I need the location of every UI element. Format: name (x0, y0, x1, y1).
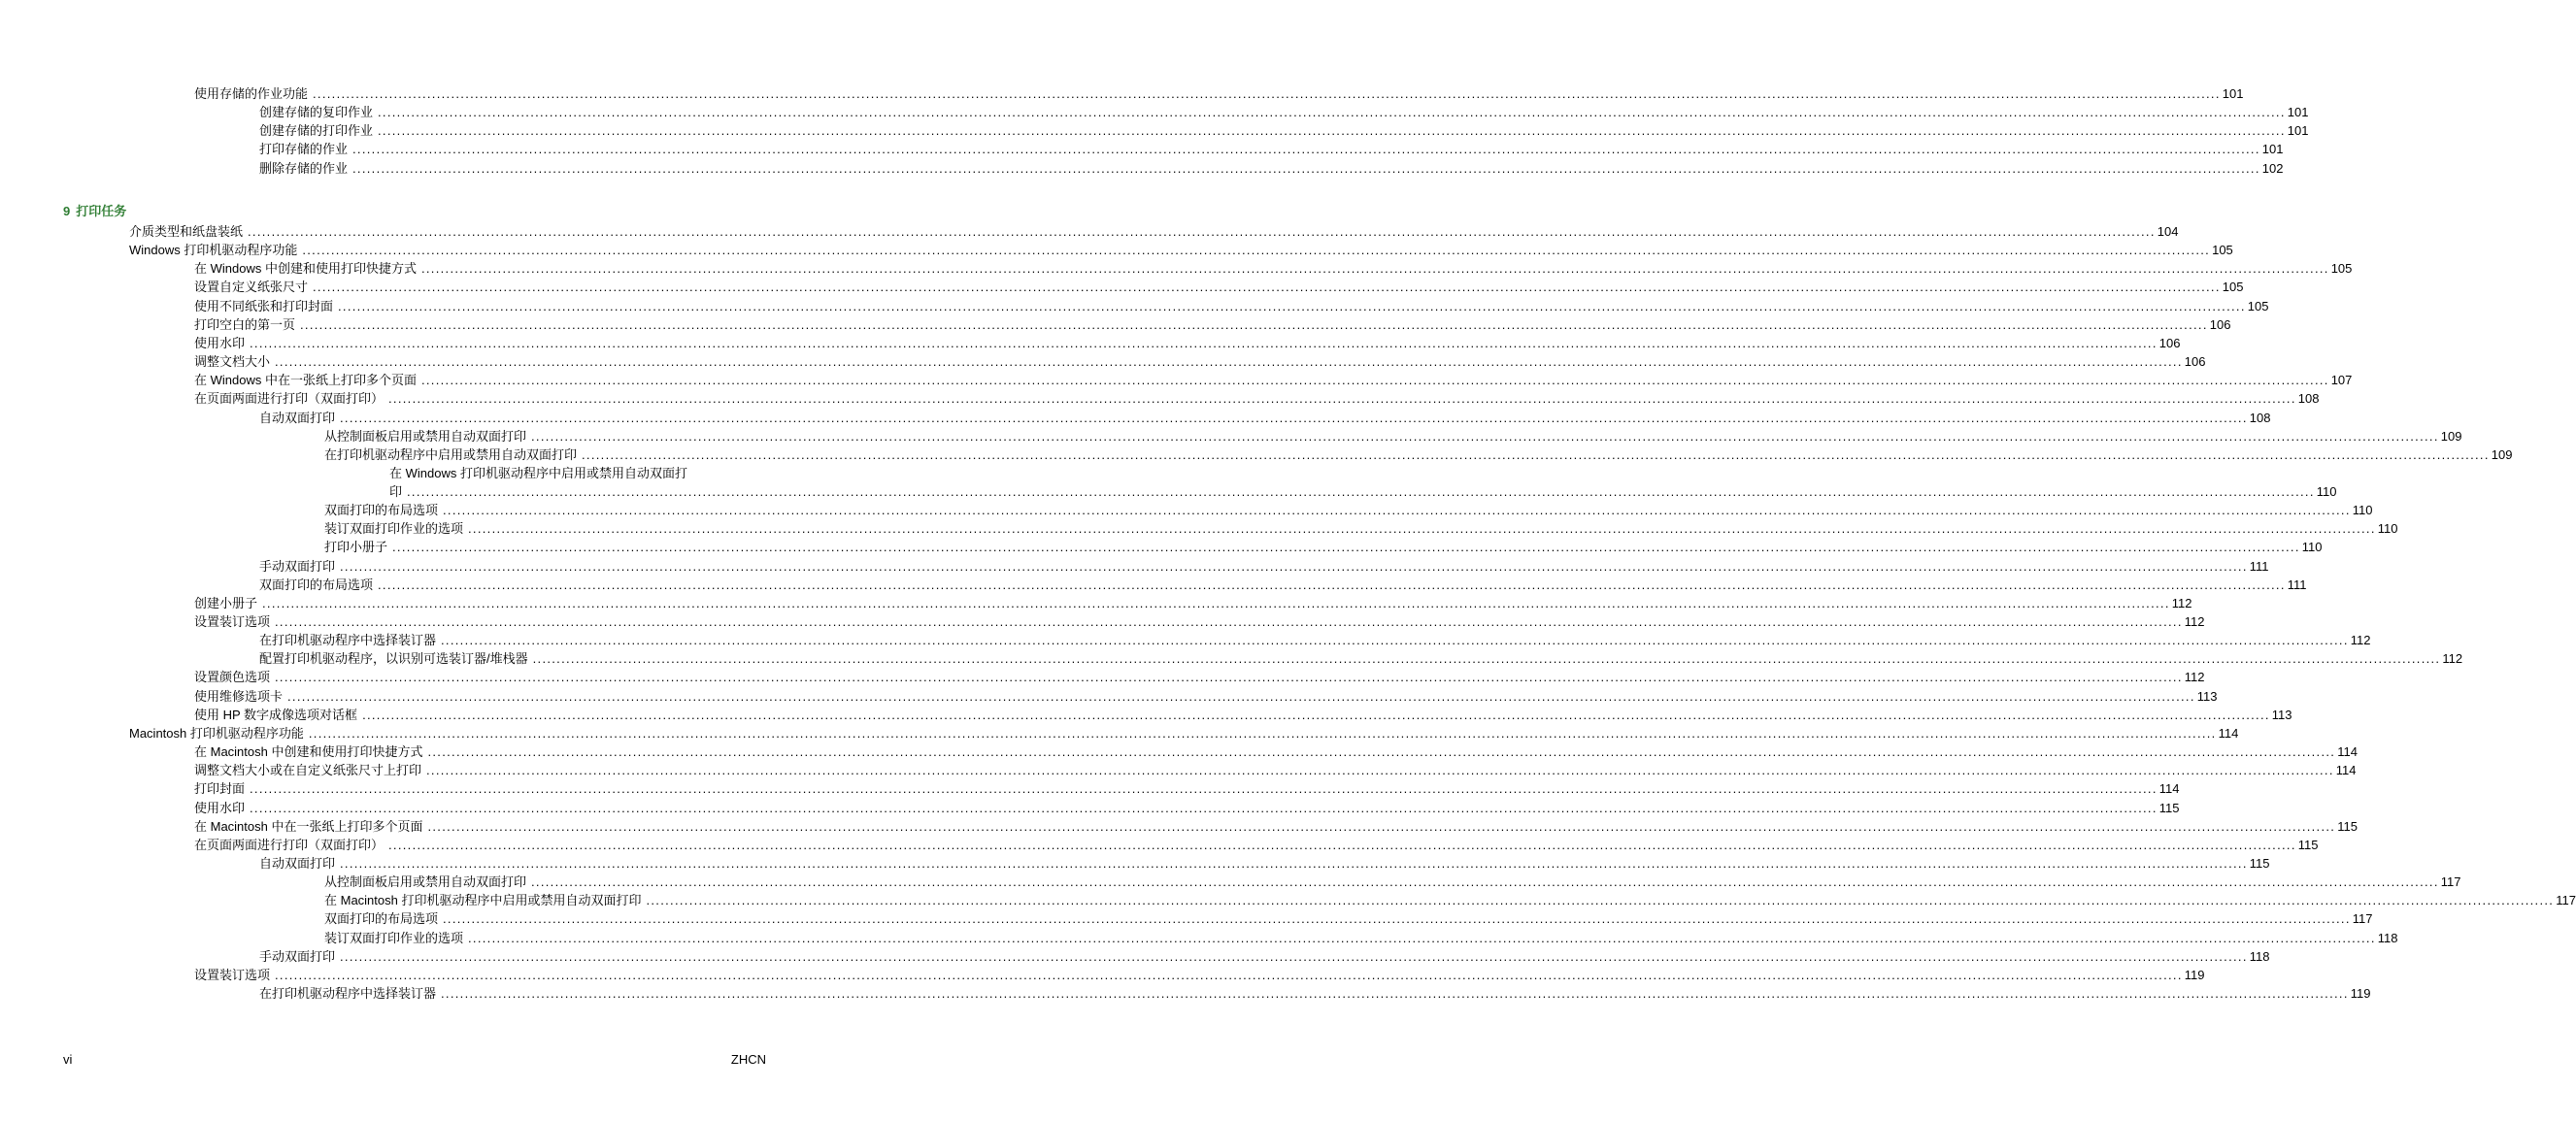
toc-entry-title: 在 Macintosh 打印机驱动程序中启用或禁用自动双面打印 (324, 893, 642, 908)
toc-entry-title: 设置自定义纸张尺寸 (194, 280, 309, 295)
toc-entry-title: 在打印机驱动程序中选择装订器 (259, 633, 437, 648)
toc-entry-title: 删除存储的作业 (259, 160, 349, 176)
toc-entry[interactable] (194, 965, 2205, 983)
toc-entry-leader: ................................................................................................................................................................................................................................................................................................................................................................................................................ (392, 540, 2300, 555)
toc-entry[interactable] (194, 798, 2180, 816)
toc-entry-page: 111 (2287, 577, 2307, 592)
toc-entry-title: 使用存储的作业功能 (194, 86, 309, 101)
chapter-title: 打印任务 (76, 204, 127, 218)
footer-page-number: vi (63, 1052, 73, 1067)
toc-entry-leader: ................................................................................................................................................................................................................................................................................................................................................................................................................ (275, 967, 2183, 982)
toc-entry-leader: ................................................................................................................................................................................................................................................................................................................................................................................................................ (262, 595, 2170, 610)
toc-entry-leader: ................................................................................................................................................................................................................................................................................................................................................................................................................ (443, 911, 2351, 927)
toc-entry-title: 打印封面 (194, 781, 246, 797)
toc-entry-title: 使用不同纸张和打印封面 (194, 298, 334, 313)
toc-entry-leader: ................................................................................................................................................................................................................................................................................................................................................................................................................ (582, 446, 2490, 462)
toc-entry-page: 101 (2261, 142, 2284, 157)
toc-entry-leader: ................................................................................................................................................................................................................................................................................................................................................................................................................ (338, 298, 2246, 313)
toc-entry[interactable] (194, 686, 2218, 705)
toc-entry[interactable] (259, 556, 2269, 575)
toc-entry[interactable] (259, 946, 2270, 965)
toc-entry-leader: ................................................................................................................................................................................................................................................................................................................................................................................................................ (646, 893, 2555, 908)
toc-entry-leader: ................................................................................................................................................................................................................................................................................................................................................................................................................ (532, 651, 2441, 667)
toc-entry-title: 设置颜色选项 (194, 670, 271, 685)
toc-entry-page: 104 (2157, 224, 2179, 239)
toc-entry-title: 设置装订选项 (194, 967, 271, 982)
toc-entry-leader: ................................................................................................................................................................................................................................................................................................................................................................................................................ (313, 86, 2221, 101)
toc-entry-page: 118 (2377, 930, 2398, 945)
toc-entry-page: 115 (2337, 818, 2358, 834)
toc-entry-leader: ................................................................................................................................................................................................................................................................................................................................................................................................................ (352, 142, 2260, 157)
toc-entry-leader: ................................................................................................................................................................................................................................................................................................................................................................................................................ (275, 354, 2183, 370)
toc-entry-leader: ................................................................................................................................................................................................................................................................................................................................................................................................................ (420, 373, 2329, 388)
toc-entry-leader: ................................................................................................................................................................................................................................................................................................................................................................................................................ (250, 800, 2158, 815)
toc-entry-title: 双面打印的布局选项 (324, 911, 439, 927)
toc-entry-title: 调整文档大小或在自定义纸张尺寸上打印 (194, 763, 422, 778)
toc-entry[interactable] (324, 500, 2373, 518)
toc-entry-page: 110 (2316, 483, 2337, 499)
toc-entry-page: 106 (2209, 316, 2231, 332)
toc-entry-title: 从控制面板启用或禁用自动双面打印 (324, 428, 527, 444)
toc-entry-page: 117 (2352, 911, 2373, 927)
toc-entry-title: 打印空白的第一页 (194, 316, 296, 332)
footer-locale: ZHCN (730, 1052, 766, 1067)
toc-entry-title: 使用水印 (194, 335, 246, 350)
toc-entry[interactable] (259, 575, 2307, 593)
toc-entry-title: 在页面两面进行打印（双面打印） (194, 837, 385, 852)
toc-entry-leader: ................................................................................................................................................................................................................................................................................................................................................................................................................ (427, 818, 2336, 834)
toc-entry-leader: ................................................................................................................................................................................................................................................................................................................................................................................................................ (362, 707, 2270, 722)
toc-entry-page: 105 (2222, 280, 2244, 295)
toc-entry-title: 自动双面打印 (259, 410, 336, 425)
toc-entry-title: Macintosh 打印机驱动程序功能 (129, 725, 304, 741)
toc-entry-title: 在打印机驱动程序中启用或禁用自动双面打印 (324, 446, 578, 462)
toc-entry-leader: ................................................................................................................................................................................................................................................................................................................................................................................................................ (378, 123, 2286, 139)
toc-entry-page: 101 (2287, 123, 2309, 139)
toc-entry-title: Windows 打印机驱动程序功能 (129, 243, 298, 258)
toc-entry-page: 105 (2330, 261, 2353, 277)
toc-entry-leader: ................................................................................................................................................................................................................................................................................................................................................................................................................ (388, 391, 2296, 407)
toc-entry-leader: ................................................................................................................................................................................................................................................................................................................................................................................................................ (340, 410, 2248, 425)
toc-entry-page: 119 (2184, 967, 2205, 982)
toc-entry[interactable] (194, 816, 2358, 835)
toc-entry-leader: ................................................................................................................................................................................................................................................................................................................................................................................................................ (340, 855, 2248, 871)
toc-entry-leader: ................................................................................................................................................................................................................................................................................................................................................................................................................ (441, 986, 2349, 1001)
toc-entry[interactable] (259, 158, 2284, 177)
toc-entry-title: 在 Macintosh 中创建和使用打印快捷方式 (194, 744, 423, 760)
toc-entry-title: 创建小册子 (194, 595, 258, 610)
toc-entry-page: 110 (2301, 540, 2323, 555)
toc-entry-title: 手动双面打印 (259, 558, 336, 574)
toc-entry-title: 在页面两面进行打印（双面打印） (194, 391, 385, 407)
toc-entry-leader: ................................................................................................................................................................................................................................................................................................................................................................................................................ (420, 261, 2329, 277)
chapter-heading (63, 202, 132, 220)
toc-entry[interactable] (194, 370, 2353, 388)
toc-entry-title: 在打印机驱动程序中选择装订器 (259, 986, 437, 1001)
toc-entry-leader: ................................................................................................................................................................................................................................................................................................................................................................................................................ (443, 503, 2351, 518)
toc-entry-title: 配置打印机驱动程序，以识别可选装订器/堆栈器 (259, 651, 528, 667)
toc-entry-leader: ................................................................................................................................................................................................................................................................................................................................................................................................................ (340, 948, 2248, 964)
toc-entry-leader: ................................................................................................................................................................................................................................................................................................................................................................................................................ (407, 483, 2315, 499)
toc-entry[interactable] (259, 102, 2309, 120)
toc-entry-leader: ................................................................................................................................................................................................................................................................................................................................................................................................................ (468, 930, 2376, 945)
toc-entry-title: 打印小册子 (324, 540, 388, 555)
toc-entry-title: 双面打印的布局选项 (324, 503, 439, 518)
toc-entry-page: 117 (2556, 893, 2576, 908)
toc-entry[interactable] (194, 611, 2205, 630)
toc-entry-title: 在 Macintosh 中在一张纸上打印多个页面 (194, 818, 423, 834)
toc-entry[interactable] (194, 742, 2358, 760)
toc-entry-title: 介质类型和纸盘装纸 (129, 224, 244, 239)
toc-entry[interactable] (194, 333, 2181, 351)
toc-entry-leader: ................................................................................................................................................................................................................................................................................................................................................................................................................ (302, 243, 2211, 258)
toc-entry-page: 113 (2271, 707, 2292, 722)
toc-entry-title: 从控制面板启用或禁用自动双面打印 (324, 874, 527, 890)
toc-entry[interactable] (129, 723, 2239, 742)
toc-entry-page: 114 (2335, 763, 2357, 778)
toc-entry-page: 112 (2350, 633, 2371, 648)
toc-entry[interactable] (129, 240, 2233, 258)
toc-entry-title: 装订双面打印作业的选项 (324, 521, 464, 537)
toc-entry-page: 112 (2171, 595, 2192, 610)
toc-entry[interactable] (324, 872, 2461, 890)
toc-entry-page: 105 (2212, 243, 2233, 258)
toc-entry[interactable] (324, 445, 2513, 463)
toc-entry-page: 101 (2287, 105, 2309, 120)
toc-entry-title: 调整文档大小 (194, 354, 271, 370)
toc-entry[interactable] (259, 139, 2284, 157)
toc-entry-title: 创建存储的打印作业 (259, 123, 374, 139)
toc-entry-title: 装订双面打印作业的选项 (324, 930, 464, 945)
toc-entry-leader: ................................................................................................................................................................................................................................................................................................................................................................................................................ (441, 633, 2349, 648)
toc-entry-leader: ................................................................................................................................................................................................................................................................................................................................................................................................................ (468, 521, 2376, 537)
toc-entry-page: 112 (2442, 651, 2463, 667)
toc-entry-leader: ................................................................................................................................................................................................................................................................................................................................................................................................................ (250, 335, 2158, 350)
toc-entry-title: 印 (389, 483, 403, 499)
toc-entry-page: 112 (2184, 614, 2205, 629)
toc-entry[interactable] (194, 258, 2353, 277)
toc-entry-title: 手动双面打印 (259, 948, 336, 964)
toc-entry-page: 107 (2330, 373, 2353, 388)
chapter-number: 9 (63, 204, 71, 218)
toc-entry-page: 114 (2158, 781, 2180, 797)
toc-entry[interactable] (259, 983, 2371, 1002)
toc-entry-title: 使用维修选项卡 (194, 688, 284, 704)
toc-entry[interactable] (324, 890, 2576, 908)
toc-entry[interactable] (194, 778, 2180, 797)
toc-entry[interactable] (194, 83, 2244, 102)
toc-entry-leader: ................................................................................................................................................................................................................................................................................................................................................................................................................ (300, 316, 2208, 332)
toc-entry-page: 113 (2196, 688, 2218, 704)
toc-entry-page: 110 (2377, 521, 2398, 537)
toc-entry-title: 在 Windows 中创建和使用打印快捷方式 (194, 261, 417, 277)
toc-entry-page: 114 (2337, 744, 2358, 760)
toc-entry-title: 使用 HP 数字成像选项对话框 (194, 707, 358, 722)
toc-entry-leader: ................................................................................................................................................................................................................................................................................................................................................................................................................ (426, 763, 2334, 778)
toc-entry-title: 双面打印的布局选项 (259, 577, 374, 592)
toc-entry-leader: ................................................................................................................................................................................................................................................................................................................................................................................................................ (531, 428, 2439, 444)
toc-entry-page: 106 (2158, 335, 2181, 350)
toc-entry-leader: ................................................................................................................................................................................................................................................................................................................................................................................................................ (427, 744, 2336, 760)
toc-entry[interactable] (194, 705, 2292, 723)
toc-entry-page: 108 (2297, 391, 2320, 407)
toc-entry[interactable] (324, 537, 2323, 555)
toc-entry-leader: ................................................................................................................................................................................................................................................................................................................................................................................................................ (340, 558, 2248, 574)
toc-entry-page: 114 (2218, 725, 2239, 741)
toc-entry-leader: ................................................................................................................................................................................................................................................................................................................................................................................................................ (275, 670, 2183, 685)
toc-entry[interactable] (194, 277, 2244, 295)
toc-entry[interactable] (194, 296, 2269, 314)
toc-entry-page: 112 (2184, 670, 2205, 685)
toc-entry-page: 118 (2249, 948, 2270, 964)
toc-entry-title: 自动双面打印 (259, 855, 336, 871)
toc-entry[interactable] (259, 630, 2371, 648)
toc-entry[interactable] (324, 928, 2398, 946)
toc-entry[interactable] (194, 593, 2192, 611)
toc-entry-leader: ................................................................................................................................................................................................................................................................................................................................................................................................................ (275, 614, 2183, 629)
toc-entry-page: 105 (2247, 298, 2269, 313)
toc-entry-leader: ................................................................................................................................................................................................................................................................................................................................................................................................................ (378, 577, 2286, 592)
toc-entry[interactable] (194, 314, 2231, 333)
toc-entry-leader: ................................................................................................................................................................................................................................................................................................................................................................................................................ (248, 224, 2156, 239)
toc-entry-page: 117 (2440, 874, 2461, 890)
toc-entry-leader: ................................................................................................................................................................................................................................................................................................................................................................................................................ (250, 781, 2158, 797)
toc-entry-page: 106 (2184, 354, 2206, 370)
toc-entry[interactable] (194, 351, 2206, 370)
toc-entry-page: 101 (2222, 86, 2244, 101)
toc-entry[interactable] (259, 648, 2463, 667)
toc-entry-title: 在 Windows 打印机驱动程序中启用或禁用自动双面打 (389, 465, 687, 480)
toc-entry[interactable] (324, 426, 2462, 445)
toc-entry[interactable] (324, 518, 2398, 537)
toc-entry[interactable] (129, 221, 2179, 240)
toc-entry[interactable] (194, 760, 2357, 778)
toc-entry-leader: ................................................................................................................................................................................................................................................................................................................................................................................................................ (352, 160, 2260, 176)
toc-entry-page: 115 (2158, 800, 2180, 815)
toc-entry-title: 打印存储的作业 (259, 142, 349, 157)
toc-entry-leader: ................................................................................................................................................................................................................................................................................................................................................................................................................ (378, 105, 2286, 120)
toc-entry-page: 102 (2261, 160, 2284, 176)
toc-entry[interactable] (194, 835, 2319, 853)
toc-entry[interactable] (194, 388, 2320, 407)
toc-entry-title: 使用水印 (194, 800, 246, 815)
toc-entry-page: 111 (2249, 558, 2269, 574)
toc-entry-page: 109 (2440, 428, 2462, 444)
toc-entry-page: 110 (2352, 503, 2373, 518)
toc-entry-leader: ................................................................................................................................................................................................................................................................................................................................................................................................................ (531, 874, 2439, 890)
toc-entry[interactable] (259, 120, 2309, 139)
toc-entry[interactable] (259, 853, 2270, 872)
toc-entry-title: 在 Windows 中在一张纸上打印多个页面 (194, 373, 417, 388)
toc-entry[interactable] (194, 667, 2205, 685)
toc-entry-page: 115 (2249, 855, 2270, 871)
toc-entry-leader: ................................................................................................................................................................................................................................................................................................................................................................................................................ (308, 725, 2217, 741)
toc-entry-page: 109 (2491, 446, 2513, 462)
toc-entry-title: 设置装订选项 (194, 614, 271, 629)
toc-entry-page: 108 (2249, 410, 2271, 425)
toc-entry[interactable] (389, 481, 2337, 500)
toc-entry-line1 (389, 463, 766, 481)
toc-entry-leader: ................................................................................................................................................................................................................................................................................................................................................................................................................ (313, 280, 2221, 295)
toc-entry-leader: ................................................................................................................................................................................................................................................................................................................................................................................................................ (287, 688, 2195, 704)
toc-entry-page: 115 (2297, 837, 2319, 852)
toc-entry[interactable] (259, 408, 2271, 426)
toc-entry-leader: ................................................................................................................................................................................................................................................................................................................................................................................................................ (388, 837, 2296, 852)
toc-entry-page: 119 (2350, 986, 2371, 1001)
toc-entry-title: 创建存储的复印作业 (259, 105, 374, 120)
toc-entry[interactable] (324, 908, 2373, 927)
